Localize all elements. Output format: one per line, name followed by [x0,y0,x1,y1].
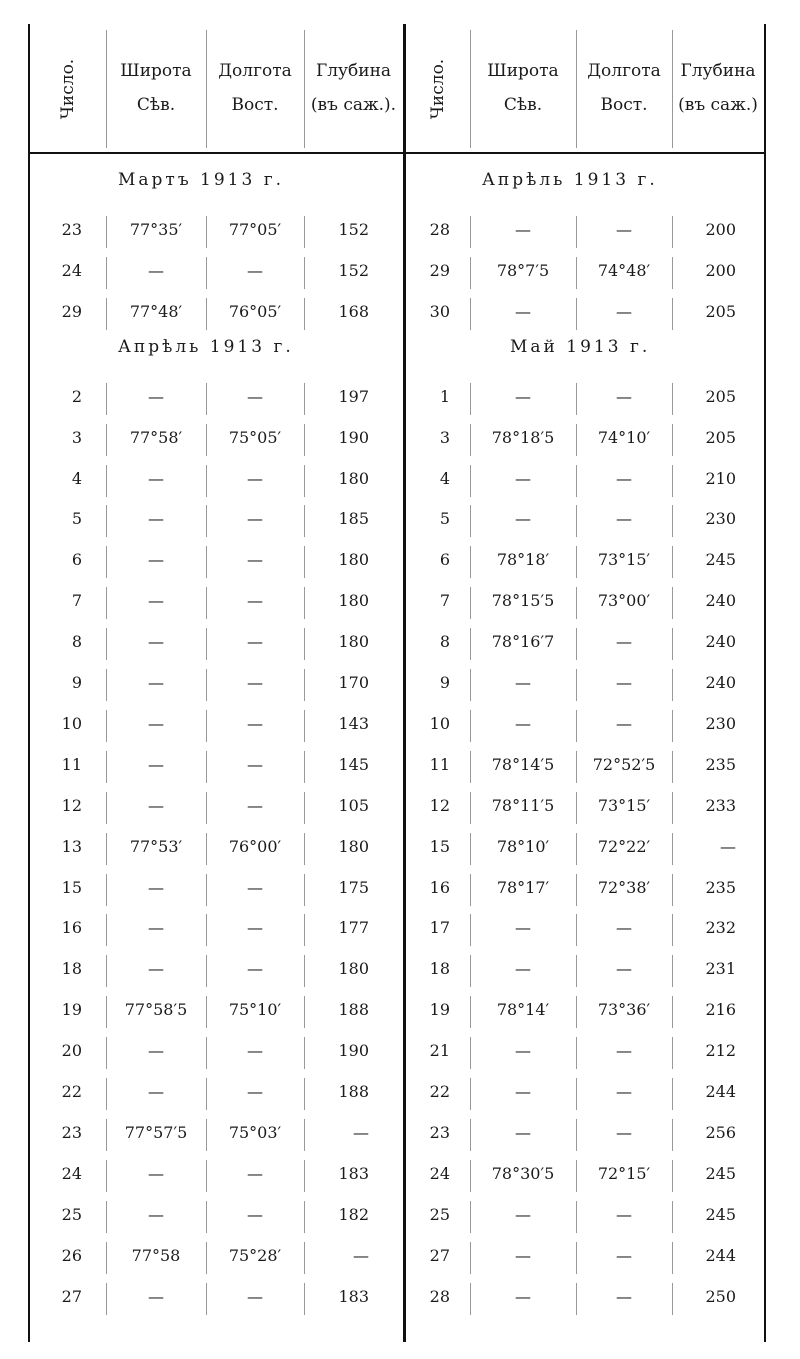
day-cell: 10 [61,713,82,733]
longitude-cell: 74°10′ [597,427,651,447]
day-cell: 16 [429,877,450,897]
header-separator [576,30,577,148]
latitude-cell: 77°35′ [129,220,183,239]
depth-cell: 240 [705,632,736,652]
day-cell: 29 [61,301,82,321]
longitude-cell: — [616,301,632,321]
section-title: Апрѣль 1913 г. [482,170,658,190]
longitude-cell: — [247,386,263,406]
table-row [406,994,764,1034]
day-cell: 11 [61,754,82,774]
latitude-cell: — [515,1122,531,1142]
table-row [30,381,403,421]
day-cell: 24 [429,1163,450,1183]
longitude-cell: — [616,1286,632,1306]
day-cell: 5 [71,509,82,529]
latitude-cell: — [515,386,531,406]
longitude-cell: 73°15′ [597,550,651,570]
longitude-cell: 73°00′ [597,591,651,611]
day-cell: 23 [61,220,82,239]
latitude-cell: 78°10′ [496,836,550,856]
longitude-cell: — [247,959,263,979]
longitude-cell: 72°52′5 [592,754,656,774]
depth-cell: 244 [705,1245,736,1265]
day-cell: 19 [61,1000,82,1020]
header-separator [206,30,207,148]
day-cell: 15 [429,836,450,856]
depth-cell: 183 [338,1286,369,1306]
latitude-cell: — [515,468,531,488]
day-cell: 6 [439,550,450,570]
longitude-cell: 76°05′ [228,301,282,321]
depth-cell: 245 [705,1204,736,1224]
day-cell: 28 [429,1286,450,1306]
depth-cell: 230 [705,713,736,733]
table-row [406,503,764,543]
longitude-cell: — [247,1041,263,1061]
longitude-cell: — [247,260,263,280]
depth-cell: 180 [338,836,369,856]
depth-cell: 240 [705,673,736,692]
day-cell: 22 [429,1082,450,1101]
day-header: Число. [428,58,448,120]
longitude-cell: — [616,959,632,979]
latitude-cell: — [148,713,164,733]
latitude-cell: 77°58 [131,1245,181,1265]
latitude-cell: — [148,632,164,652]
depth-cell: 182 [338,1204,369,1224]
longitude-cell: 73°36′ [597,1000,651,1020]
latitude-cell: — [515,918,531,938]
table-row [30,953,403,993]
longitude-cell: — [616,1245,632,1265]
latitude-cell: — [148,959,164,979]
longitude-cell: 73°15′ [597,795,651,815]
latitude-cell: 78°11′5 [491,795,555,815]
day-cell: 9 [71,673,82,692]
table-row [30,667,403,707]
longitude-cell: — [616,1082,632,1101]
table-row [406,463,764,503]
table-row [30,626,403,666]
latitude-cell: 77°48′ [129,301,183,321]
day-cell: 6 [71,550,82,570]
latitude-cell: — [515,673,531,692]
day-cell: 18 [61,959,82,979]
longitude-cell: — [247,468,263,488]
day-cell: 27 [429,1245,450,1265]
depth-cell: 240 [705,591,736,611]
table-row [30,912,403,952]
latitude-cell: — [148,1204,164,1224]
depth-cell: — [353,1245,369,1265]
day-cell: 16 [61,918,82,938]
depth-cell: 180 [338,959,369,979]
table-row [406,912,764,952]
table-row [406,749,764,789]
depth-cell: 175 [338,877,369,897]
depth-cell: 185 [338,509,369,529]
latitude-cell: — [515,1082,531,1101]
day-cell: 28 [429,220,450,239]
table-row [406,585,764,625]
day-cell: 4 [71,468,82,488]
latitude-cell: — [148,1286,164,1306]
section-title: Май 1913 г. [510,336,651,357]
day-cell: 24 [61,260,82,280]
longitude-cell: — [247,1082,263,1101]
day-cell: 1 [439,386,450,406]
table-row [30,1158,403,1198]
latitude-cell: — [148,591,164,611]
depth-cell: 152 [338,220,369,239]
longitude-cell: — [247,754,263,774]
day-cell: 7 [71,591,82,611]
left-header [30,30,403,148]
latitude-cell: — [148,673,164,692]
longitude-cell: 75°03′ [228,1122,282,1142]
day-cell: 3 [439,427,450,447]
depth-cell: 210 [705,468,736,488]
longitude-cell: 77°05′ [228,220,282,239]
table-row [30,1117,403,1157]
day-cell: 22 [61,1082,82,1101]
table-row [406,381,764,421]
table-row [30,1199,403,1239]
latitude-cell: — [515,301,531,321]
depth-cell: 244 [705,1082,736,1101]
depth-cell: — [720,836,736,856]
longitude-cell: — [616,220,632,239]
latitude-cell: 77°58′ [129,427,183,447]
depth-cell: 230 [705,509,736,529]
depth-cell: 235 [705,754,736,774]
table-row [406,544,764,584]
day-cell: 17 [429,918,450,938]
longitude-cell: — [247,1286,263,1306]
table-row [30,1281,403,1321]
depth-cell: 231 [705,959,736,979]
table-row [30,1076,403,1116]
depth-cell: 212 [705,1041,736,1061]
table-row [406,255,764,295]
day-cell: 20 [61,1041,82,1061]
latitude-cell: — [515,1041,531,1061]
longitude-cell: — [247,795,263,815]
depth-cell: 200 [705,220,736,239]
longitude-header: Долгота Вост. [587,61,661,115]
day-cell: 24 [61,1163,82,1183]
day-header-cell [30,30,106,148]
latitude-cell: — [515,713,531,733]
longitude-cell: — [616,918,632,938]
table-row [30,255,403,295]
depth-cell: — [353,1122,369,1142]
day-header-cell [406,30,470,148]
longitude-cell: — [616,509,632,529]
latitude-header: Широта Сѣв. [120,61,192,115]
longitude-cell: — [247,550,263,570]
longitude-cell: — [616,1204,632,1224]
latitude-cell: — [148,468,164,488]
table-row [30,463,403,503]
longitude-cell: — [247,509,263,529]
depth-cell: 188 [338,1000,369,1020]
table-row [406,1035,764,1075]
depth-cell: 180 [338,468,369,488]
day-cell: 26 [61,1245,82,1265]
latitude-cell: — [515,1245,531,1265]
latitude-cell: — [148,1082,164,1101]
longitude-cell: 76°00′ [228,836,282,856]
longitude-cell: — [247,1204,263,1224]
header-separator [672,30,673,148]
depth-cell: 205 [705,386,736,406]
latitude-cell: — [148,754,164,774]
table-row [30,296,403,336]
depth-cell: 183 [338,1163,369,1183]
longitude-cell: 75°05′ [228,427,282,447]
day-cell: 3 [71,427,82,447]
longitude-cell: — [247,591,263,611]
day-cell: 2 [71,386,82,406]
table-row [406,296,764,336]
day-cell: 23 [61,1122,82,1142]
table-row [406,831,764,871]
depth-cell: 216 [705,1000,736,1020]
longitude-cell: — [616,632,632,652]
depth-cell: 145 [338,754,369,774]
depth-cell: 235 [705,877,736,897]
latitude-cell: 78°15′5 [491,591,555,611]
latitude-cell: — [148,877,164,897]
longitude-cell: — [247,673,263,692]
day-header: Число. [58,58,78,120]
latitude-cell: — [515,509,531,529]
depth-cell: 170 [338,673,369,692]
depth-cell: 197 [338,386,369,406]
latitude-cell: — [148,550,164,570]
table-row [406,1076,764,1116]
table-row [406,1117,764,1157]
longitude-header: Долгота Вост. [218,61,292,115]
header-separator [106,30,107,148]
depth-header: Глубина (въ саж.). [310,61,397,115]
table-row [30,585,403,625]
right-header [406,30,764,148]
depth-cell: 105 [338,795,369,815]
depth-cell: 180 [338,591,369,611]
table-row [30,422,403,462]
depth-cell: 245 [705,550,736,570]
depth-cell: 232 [705,918,736,938]
latitude-cell: 78°7′5 [496,260,550,280]
table-row [30,872,403,912]
table-row [406,422,764,462]
day-cell: 11 [429,754,450,774]
table-row [30,708,403,748]
day-cell: 12 [429,795,450,815]
latitude-cell: — [148,795,164,815]
table-row [406,1240,764,1280]
latitude-cell: — [515,959,531,979]
latitude-cell: 78°14′ [496,1000,550,1020]
latitude-cell: — [515,1204,531,1224]
latitude-cell: — [148,509,164,529]
day-cell: 18 [429,959,450,979]
latitude-cell: 78°17′ [496,877,550,897]
longitude-cell: — [247,918,263,938]
table-row [406,214,764,254]
table-row [30,1035,403,1075]
day-cell: 10 [429,713,450,733]
longitude-cell: 75°10′ [228,1000,282,1020]
latitude-cell: 78°16′7 [491,632,555,652]
longitude-cell: — [616,386,632,406]
day-cell: 9 [439,673,450,692]
header-separator [304,30,305,148]
depth-cell: 245 [705,1163,736,1183]
latitude-cell: 78°18′ [496,550,550,570]
table-row [30,749,403,789]
day-cell: 12 [61,795,82,815]
day-cell: 15 [61,877,82,897]
latitude-cell: — [148,1041,164,1061]
longitude-cell: — [247,1163,263,1183]
latitude-cell: 78°30′5 [491,1163,555,1183]
depth-cell: 190 [338,427,369,447]
table-row [30,831,403,871]
depth-cell: 200 [705,260,736,280]
table-row [406,667,764,707]
day-cell: 21 [429,1041,450,1061]
table-row [30,994,403,1034]
latitude-cell: 77°57′5 [124,1122,188,1142]
depth-cell: 205 [705,427,736,447]
table-row [406,1281,764,1321]
latitude-cell: — [148,386,164,406]
table-row [30,1240,403,1280]
table-row [30,790,403,830]
depth-cell: 233 [705,795,736,815]
day-cell: 23 [429,1122,450,1142]
longitude-cell: 72°38′ [597,877,651,897]
longitude-cell: — [616,713,632,733]
table-row [406,953,764,993]
longitude-cell: 72°22′ [597,836,651,856]
depth-cell: 177 [338,918,369,938]
latitude-cell: — [515,220,531,239]
header-rule [28,152,766,154]
depth-header: Глубина (въ саж.) [678,61,758,115]
day-cell: 13 [61,836,82,856]
longitude-cell: — [247,877,263,897]
table-row [30,544,403,584]
latitude-cell: — [148,918,164,938]
day-cell: 25 [429,1204,450,1224]
section-title: Апрѣль 1913 г. [118,336,294,357]
longitude-cell: — [616,673,632,692]
table-row [30,214,403,254]
depth-cell: 180 [338,632,369,652]
depth-cell: 188 [338,1082,369,1101]
table-row [30,503,403,543]
longitude-cell: 74°48′ [597,260,651,280]
longitude-cell: — [616,1041,632,1061]
depth-cell: 256 [705,1122,736,1142]
latitude-cell: — [148,1163,164,1183]
latitude-cell: 77°53′ [129,836,183,856]
depth-cell: 250 [705,1286,736,1306]
depth-cell: 152 [338,260,369,280]
day-cell: 19 [429,1000,450,1020]
day-cell: 8 [71,632,82,652]
day-cell: 27 [61,1286,82,1306]
table-row [406,708,764,748]
latitude-header: Широта Сѣв. [487,61,559,115]
table-row [406,626,764,666]
table-row [406,1199,764,1239]
longitude-cell: 72°15′ [597,1163,651,1183]
day-cell: 8 [439,632,450,652]
longitude-cell: — [616,1122,632,1142]
longitude-cell: — [616,468,632,488]
latitude-cell: 77°58′5 [124,1000,188,1020]
longitude-cell: — [247,632,263,652]
longitude-cell: 75°28′ [228,1245,282,1265]
depth-cell: 180 [338,550,369,570]
day-cell: 30 [429,301,450,321]
right-border [764,24,766,1342]
latitude-cell: 78°18′5 [491,427,555,447]
day-cell: 5 [439,509,450,529]
latitude-cell: — [148,260,164,280]
table-row [406,872,764,912]
header-separator [470,30,471,148]
depth-cell: 190 [338,1041,369,1061]
section-title: Мартъ 1913 г. [118,170,285,190]
day-cell: 4 [439,468,450,488]
table-row [406,790,764,830]
latitude-cell: 78°14′5 [491,754,555,774]
depth-cell: 168 [338,301,369,321]
depth-cell: 205 [705,301,736,321]
depth-cell: 143 [338,713,369,733]
day-cell: 29 [429,260,450,280]
day-cell: 25 [61,1204,82,1224]
table-row [406,1158,764,1198]
longitude-cell: — [247,713,263,733]
day-cell: 7 [439,591,450,611]
latitude-cell: — [515,1286,531,1306]
